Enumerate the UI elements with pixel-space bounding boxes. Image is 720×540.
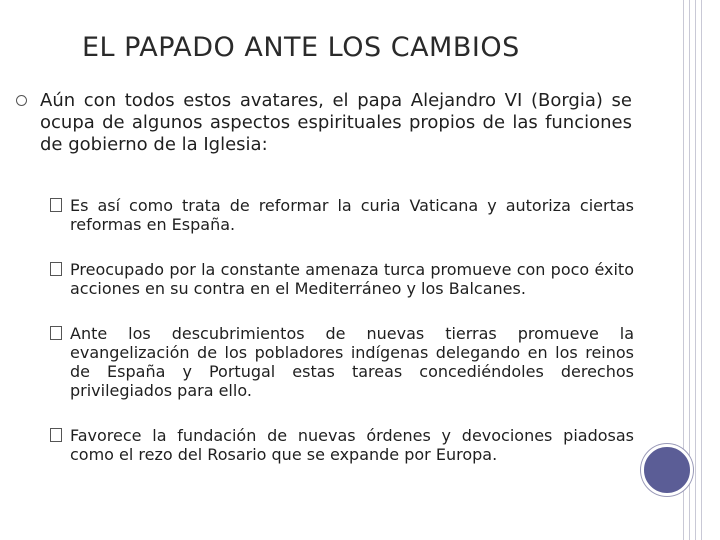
- list-item: [50, 426, 634, 464]
- right-border-line: [695, 0, 696, 540]
- right-border-line: [701, 0, 702, 540]
- sub-point-text: Ante los descubrimientos de nuevas tierras promueve la evangelización de los pobladores indígenas delegando en los reinos de España y Portugal estas tareas concediéndoles derechos privilegiados para ello.: [70, 324, 634, 400]
- slide-title: EL PAPADO ANTE LOS CAMBIOS: [82, 32, 520, 63]
- decorative-circle-icon: [641, 444, 693, 496]
- square-bullet-icon: [50, 326, 62, 340]
- sub-point-text: Es así como trata de reformar la curia Vaticana y autoriza ciertas reformas en España.: [70, 196, 634, 234]
- sub-point-list: [50, 196, 634, 464]
- list-item: [50, 196, 634, 234]
- sub-point-text: Favorece la fundación de nuevas órdenes y devociones piadosas como el rezo del Rosario que se expande por Europa.: [70, 426, 634, 464]
- circle-bullet-icon: [16, 95, 27, 106]
- main-point-text: Aún con todos estos avatares, el papa Alejandro VI (Borgia) se ocupa de algunos aspectos espirituales propios de las funciones de gobierno de la Iglesia:: [40, 90, 632, 155]
- square-bullet-icon: [50, 428, 62, 442]
- list-item: [50, 324, 634, 400]
- square-bullet-icon: [50, 198, 62, 212]
- square-bullet-icon: [50, 262, 62, 276]
- list-item: [50, 260, 634, 298]
- sub-point-text: Preocupado por la constante amenaza turca promueve con poco éxito acciones en su contra en el Mediterráneo y los Balcanes.: [70, 260, 634, 298]
